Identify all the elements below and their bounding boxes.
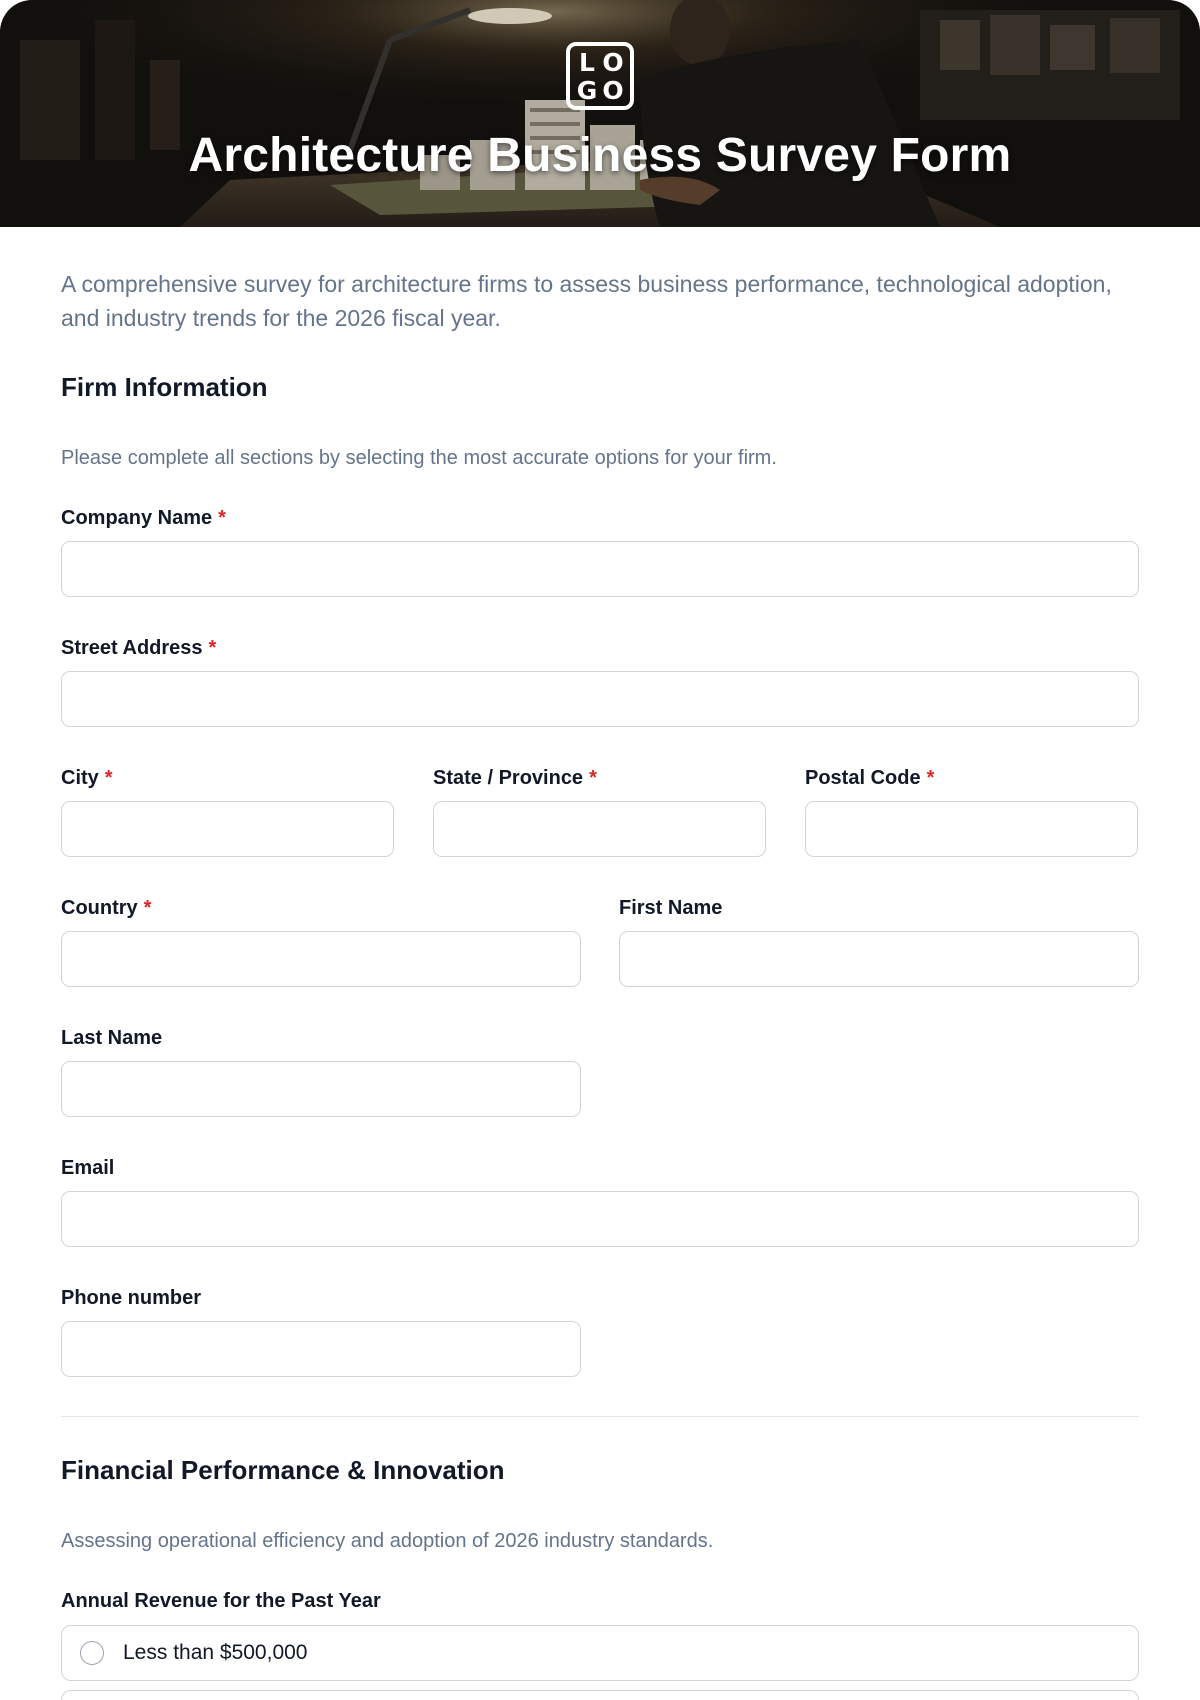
company-name-label <box>61 507 226 530</box>
logo-letter: L <box>579 47 595 77</box>
company-name-input[interactable] <box>61 541 1139 597</box>
phone-number-label <box>61 1287 201 1310</box>
header-overlay <box>0 0 1200 227</box>
last-name-input[interactable] <box>61 1061 581 1117</box>
city-label <box>61 767 113 790</box>
required-marker: * <box>208 637 217 659</box>
required-marker: * <box>143 897 152 919</box>
last-name-label <box>61 1027 162 1050</box>
email-input[interactable] <box>61 1191 1139 1247</box>
city-label-text: City <box>61 767 99 789</box>
annual-revenue-label: Annual Revenue for the Past Year <box>61 1590 381 1612</box>
radio-option-label: Less than $500,000 <box>123 1641 308 1664</box>
country-label <box>61 897 151 920</box>
first-name-label-text: First Name <box>619 897 723 919</box>
postal-code-label-text: Postal Code <box>805 767 921 789</box>
last-name-label-text: Last Name <box>61 1027 163 1049</box>
required-marker: * <box>926 767 935 789</box>
state-province-label-text: State / Province <box>433 767 584 789</box>
required-marker: * <box>589 767 597 789</box>
section-description-financial-performance: Assessing operational efficiency and adoption of 2026 industry standards. <box>61 1530 714 1552</box>
email-label-text: Email <box>61 1157 115 1179</box>
phone-number-label-text: Phone number <box>61 1287 202 1309</box>
email-label <box>61 1157 114 1180</box>
state-province-label <box>433 767 597 790</box>
section-divider <box>61 1416 1139 1417</box>
header-banner <box>0 0 1200 227</box>
country-label-text: Country <box>61 897 138 919</box>
state-province-input[interactable] <box>433 801 766 857</box>
street-address-label <box>61 637 216 660</box>
first-name-label <box>619 897 722 920</box>
form-title: Architecture Business Survey Form <box>188 129 1012 182</box>
required-marker: * <box>104 767 113 789</box>
form-description: A comprehensive survey for architecture firms to assess business performance, technological adoption, and industry trends for the 2026 fiscal year. <box>61 271 1112 331</box>
postal-code-label <box>805 767 934 790</box>
annual-revenue-option[interactable] <box>61 1625 1139 1681</box>
logo-letter: O <box>602 47 624 77</box>
city-input[interactable] <box>61 801 394 857</box>
phone-number-input[interactable] <box>61 1321 581 1377</box>
street-address-input[interactable] <box>61 671 1139 727</box>
first-name-input[interactable] <box>619 931 1139 987</box>
logo-letter: O <box>602 75 624 105</box>
section-description-firm-information: Please complete all sections by selecting the most accurate options for your firm. <box>61 447 777 469</box>
section-title-financial-performance: Financial Performance & Innovation <box>61 1455 505 1485</box>
section-title-firm-information: Firm Information <box>61 372 268 402</box>
street-address-label-text: Street Address <box>61 637 203 659</box>
country-input[interactable] <box>61 931 581 987</box>
logo <box>566 42 634 110</box>
annual-revenue-option[interactable] <box>61 1690 1139 1700</box>
radio-button[interactable] <box>80 1641 104 1665</box>
postal-code-input[interactable] <box>805 801 1138 857</box>
company-name-label-text: Company Name <box>61 507 213 529</box>
required-marker: * <box>218 507 226 529</box>
logo-letter: G <box>576 75 598 105</box>
